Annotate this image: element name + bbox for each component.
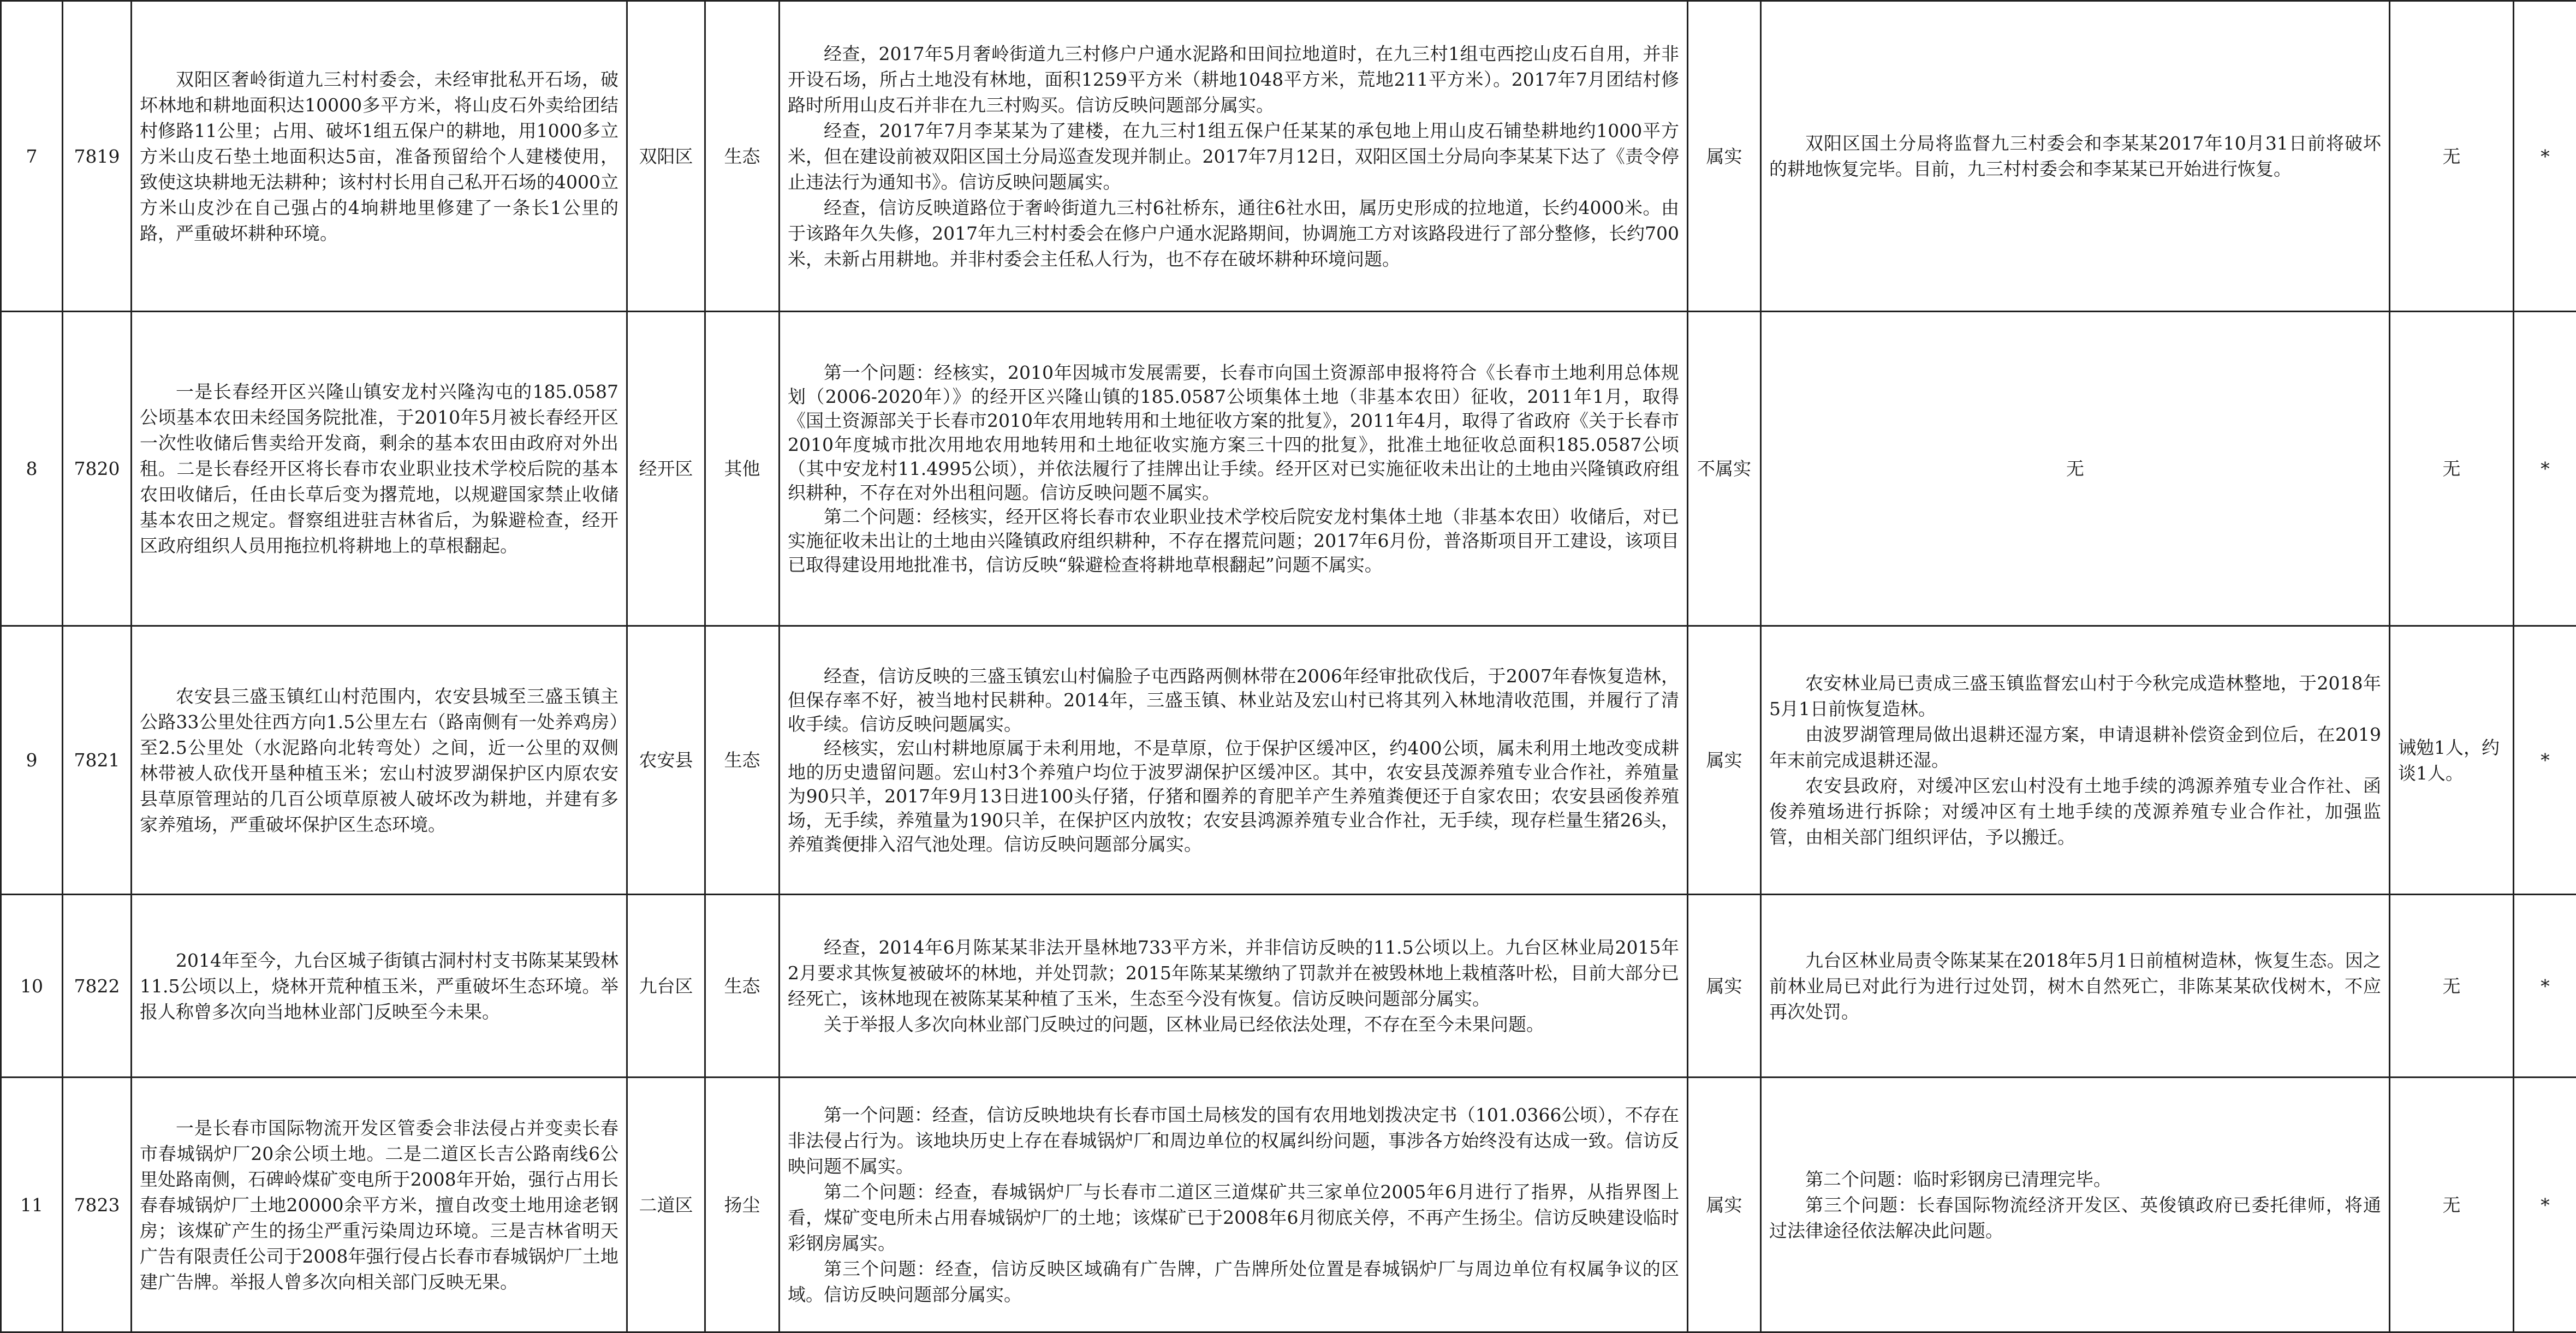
findings-cell-paragraph: 经查，2017年5月奢岭街道九三村修户户通水泥路和田间拉地道时，在九三村1组屯西挖山皮石自用，并非开设石场，所占土地没有林地，面积1259平方米（耕地1048平方米，荒地211平方米）。2017年7月团结村修路时所用山皮石并非在九三村购买。信访反映问题部分属实。 (788, 41, 1679, 118)
district-cell: 经开区 (627, 312, 705, 626)
category-cell: 生态 (705, 626, 780, 895)
rectification-cell (1761, 1, 2390, 312)
findings-cell (780, 626, 1688, 895)
case-id: 7819 (63, 1, 132, 312)
findings-cell-paragraph: 经核实，宏山村耕地原属于未利用地，不是草原，位于保护区缓冲区，约400公顷，属未利用土地改变成耕地的历史遗留问题。宏山村3个养殖户均位于波罗湖保护区缓冲区。其中，农安县茂源养殖专业合作社，养殖量为90只羊，2017年9月13日进100头仔猪，仔猪和圈养的育肥羊产生养殖粪便还于自家农田；农安县函俊养殖场，无手续，养殖量为190只羊，在保护区内放牧；农安县鸿源养殖专业合作社，无手续，现存栏量生猪26头，养殖粪便排入沼气池处理。信访反映问题部分属实。 (788, 736, 1679, 856)
complaint-text: 农安县三盛玉镇红山村范围内，农安县城至三盛玉镇主公路33公里处往西方向1.5公里左右（路南侧有一处养鸡房）至2.5公里处（水泥路向北转弯处）之间，近一公里的双侧林带被人砍伐开垦种植玉米；宏山村波罗湖保护区内原农安县草原管理站的几百公顷草原被人破坏改为耕地，并建有多家养殖场，严重破坏保护区生态环境。 (140, 683, 618, 837)
rectification-cell (1761, 626, 2390, 895)
row-number: 10 (1, 895, 63, 1078)
accountability-cell: 无 (2390, 1078, 2514, 1332)
table-row (1, 895, 2576, 1078)
rectification-cell-paragraph: 第二个问题：临时彩钢房已清理完毕。 (1769, 1167, 2381, 1192)
complaint-cell (132, 626, 627, 895)
mark-cell: * (2514, 895, 2576, 1078)
mark-cell: * (2514, 626, 2576, 895)
complaint-text: 一是长春经开区兴隆山镇安龙村兴隆沟屯的185.0587公顷基本农田未经国务院批准，于2010年5月被长春经开区一次性收储后售卖给开发商，剩余的基本农田由政府对外出租。二是长春经开区将长春市农业职业技术学校后院的基本农田收储后，任由长草后变为撂荒地，以规避国家禁止收储基本农田之规定。督察组进驻吉林省后，为躲避检查，经开区政府组织人员用拖拉机将耕地上的草根翻起。 (140, 379, 618, 558)
findings-cell-paragraph: 第一个问题：经查，信访反映地块有长春市国土局核发的国有农用地划拨决定书（101.0366公顷），不存在非法侵占行为。该地块历史上存在春城锅炉厂和周边单位的权属纠纷问题，事涉各方始终没有达成一致。信访反映问题不属实。 (788, 1102, 1679, 1179)
accountability-cell: 无 (2390, 895, 2514, 1078)
findings-cell (780, 1078, 1688, 1332)
complaint-text: 一是长春市国际物流开发区管委会非法侵占并变卖长春市春城锅炉厂20余公顷土地。二是二道区长吉公路南线6公里处路南侧，石碑岭煤矿变电所于2008年开始，强行占用长春春城锅炉厂土地20000余平方米，擅自改变土地用途老钢房；该煤矿产生的扬尘严重污染周边环境。三是吉林省明天广告有限责任公司于2008年强行侵占长春市春城锅炉厂土地建广告牌。举报人曾多次向相关部门反映无果。 (140, 1115, 618, 1295)
findings-cell-paragraph: 经查，2017年7月李某某为了建楼，在九三村1组五保户任某某的承包地上用山皮石铺垫耕地约1000平方米，但在建设前被双阳区国土分局巡查发现并制止。2017年7月12日，双阳区国土分局向李某某下达了《责令停止违法行为通知书》。信访反映问题属实。 (788, 118, 1679, 195)
rectification-cell: 无 (1761, 312, 2390, 626)
findings-cell-paragraph: 经查，信访反映道路位于奢岭街道九三村6社桥东，通往6社水田，属历史形成的拉地道，长约4000米。由于该路年久失修，2017年九三村村委会在修户户通水泥路期间，协调施工方对该路段进行了部分整修，长约700米，未新占用耕地。并非村委会主任私人行为，也不存在破坏耕种环境问题。 (788, 195, 1679, 272)
accountability-cell: 无 (2390, 1, 2514, 312)
findings-cell-paragraph: 经查，2014年6月陈某某非法开垦林地733平方米，并非信访反映的11.5公顷以上。九台区林业局2015年2月要求其恢复被破坏的林地，并处罚款；2015年陈某某缴纳了罚款并在被毁林地上栽植落叶松，目前大部分已经死亡，该林地现在被陈某某种植了玉米，生态至今没有恢复。信访反映问题部分属实。 (788, 935, 1679, 1011)
table-row (1, 1, 2576, 312)
findings-cell-paragraph: 第一个问题：经核实，2010年因城市发展需要，长春市向国土资源部申报将符合《长春市土地利用总体规划（2006-2020年）》的经开区兴隆山镇的185.0587公顷集体土地（非基本农田）征收，2011年1月，取得《国土资源部关于长春市2010年农用地转用和土地征收方案的批复》，2011年4月，取得了省政府《关于长春市2010年度城市批次用地农用地转用和土地征收实施方案三十四的批复》，批准土地征收总面积185.0587公顷（其中安龙村11.4995公顷），并依法履行了挂牌出让手续。经开区对已实施征收未出让的土地由兴隆镇政府组织耕种，不存在对外出租问题。信访反映问题不属实。 (788, 361, 1679, 505)
rectification-cell-paragraph: 第三个问题：长春国际物流经济开发区、英俊镇政府已委托律师，将通过法律途径依法解决此问题。 (1769, 1192, 2381, 1243)
rectification-cell (1761, 1078, 2390, 1332)
category-cell: 生态 (705, 1, 780, 312)
accountability-cell: 无 (2390, 312, 2514, 626)
verdict-cell: 不属实 (1688, 312, 1761, 626)
verdict-cell: 属实 (1688, 895, 1761, 1078)
accountability-cell: 诫勉1人，约谈1人。 (2390, 626, 2514, 895)
table-row (1, 1078, 2576, 1332)
mark-cell: * (2514, 312, 2576, 626)
case-id: 7820 (63, 312, 132, 626)
category-cell: 生态 (705, 895, 780, 1078)
table-body (1, 1, 2576, 1332)
complaint-cell (132, 1, 627, 312)
complaint-text: 双阳区奢岭街道九三村村委会，未经审批私开石场，破坏林地和耕地面积达10000多平方米，将山皮石外卖给团结村修路11公里；占用、破坏1组五保户的耕地，用1000多立方米山皮石垫土地面积达5亩，准备预留给个人建楼使用，致使这块耕地无法耕种；该村村长用自己私开石场的4000立方米山皮沙在自己强占的4垧耕地里修建了一条长1公里的路，严重破坏耕种环境。 (140, 67, 618, 246)
district-cell: 农安县 (627, 626, 705, 895)
findings-cell-paragraph: 第二个问题：经核实，经开区将长春市农业职业技术学校后院安龙村集体土地（非基本农田）收储后，对已实施征收未出让的土地由兴隆镇政府组织耕种，不存在撂荒问题；2017年6月份，普洛斯项目开工建设，该项目已取得建设用地批准书，信访反映“躲避检查将耕地草根翻起”问题不属实。 (788, 505, 1679, 577)
rectification-cell-paragraph: 双阳区国土分局将监督九三村委会和李某某2017年10月31日前将破坏的耕地恢复完毕。目前，九三村村委会和李某某已开始进行恢复。 (1769, 130, 2381, 182)
table-row (1, 312, 2576, 626)
complaint-text: 2014年至今，九台区城子街镇古洞村村支书陈某某毁林11.5公顷以上，烧林开荒种植玉米，严重破坏生态环境。举报人称曾多次向当地林业部门反映至今未果。 (140, 948, 618, 1025)
findings-cell (780, 312, 1688, 626)
case-id: 7821 (63, 626, 132, 895)
verdict-cell: 属实 (1688, 626, 1761, 895)
district-cell: 九台区 (627, 895, 705, 1078)
case-id: 7822 (63, 895, 132, 1078)
findings-cell (780, 1, 1688, 312)
row-number: 7 (1, 1, 63, 312)
findings-cell-paragraph: 第二个问题：经查，春城锅炉厂与长春市二道区三道煤矿共三家单位2005年6月进行了指界，从指界图上看，煤矿变电所未占用春城锅炉厂的土地；该煤矿已于2008年6月彻底关停，不再产生扬尘。信访反映建设临时彩钢房属实。 (788, 1179, 1679, 1256)
findings-cell (780, 895, 1688, 1078)
mark-cell: * (2514, 1, 2576, 312)
findings-cell-paragraph: 关于举报人多次向林业部门反映过的问题，区林业局已经依法处理，不存在至今未果问题。 (788, 1011, 1679, 1037)
district-cell: 双阳区 (627, 1, 705, 312)
table-row (1, 626, 2576, 895)
row-number: 8 (1, 312, 63, 626)
rectification-cell-paragraph: 农安县政府，对缓冲区宏山村没有土地手续的鸿源养殖专业合作社、函俊养殖场进行拆除；对缓冲区有土地手续的茂源养殖专业合作社，加强监管，由相关部门组织评估，予以搬迁。 (1769, 773, 2381, 850)
row-number: 11 (1, 1078, 63, 1332)
complaint-cell (132, 312, 627, 626)
rectification-cell-paragraph: 农安林业局已责成三盛玉镇监督宏山村于今秋完成造林整地，于2018年5月1日前恢复造林。 (1769, 670, 2381, 722)
category-cell: 其他 (705, 312, 780, 626)
findings-cell-paragraph: 经查，信访反映的三盛玉镇宏山村偏脸子屯西路两侧林带在2006年经审批砍伐后，于2007年春恢复造林，但保存率不好，被当地村民耕种。2014年，三盛玉镇、林业站及宏山村已将其列入林地清收范围，并履行了清收手续。信访反映问题属实。 (788, 664, 1679, 736)
rectification-cell-paragraph: 九台区林业局责令陈某某在2018年5月1日前植树造林，恢复生态。因之前林业局已对此行为进行过处罚，树木自然死亡，非陈某某砍伐树木，不应再次处罚。 (1769, 948, 2381, 1025)
mark-cell: * (2514, 1078, 2576, 1332)
verdict-cell: 属实 (1688, 1, 1761, 312)
findings-cell-paragraph: 第三个问题：经查，信访反映区域确有广告牌，广告牌所处位置是春城锅炉厂与周边单位有权属争议的区域。信访反映问题部分属实。 (788, 1256, 1679, 1307)
category-cell: 扬尘 (705, 1078, 780, 1332)
rectification-cell (1761, 895, 2390, 1078)
case-id: 7823 (63, 1078, 132, 1332)
complaint-cell (132, 895, 627, 1078)
verdict-cell: 属实 (1688, 1078, 1761, 1332)
row-number: 9 (1, 626, 63, 895)
rectification-cell-paragraph: 由波罗湖管理局做出退耕还湿方案，申请退耕补偿资金到位后，在2019年末前完成退耕还湿。 (1769, 722, 2381, 773)
district-cell: 二道区 (627, 1078, 705, 1332)
complaint-cell (132, 1078, 627, 1332)
